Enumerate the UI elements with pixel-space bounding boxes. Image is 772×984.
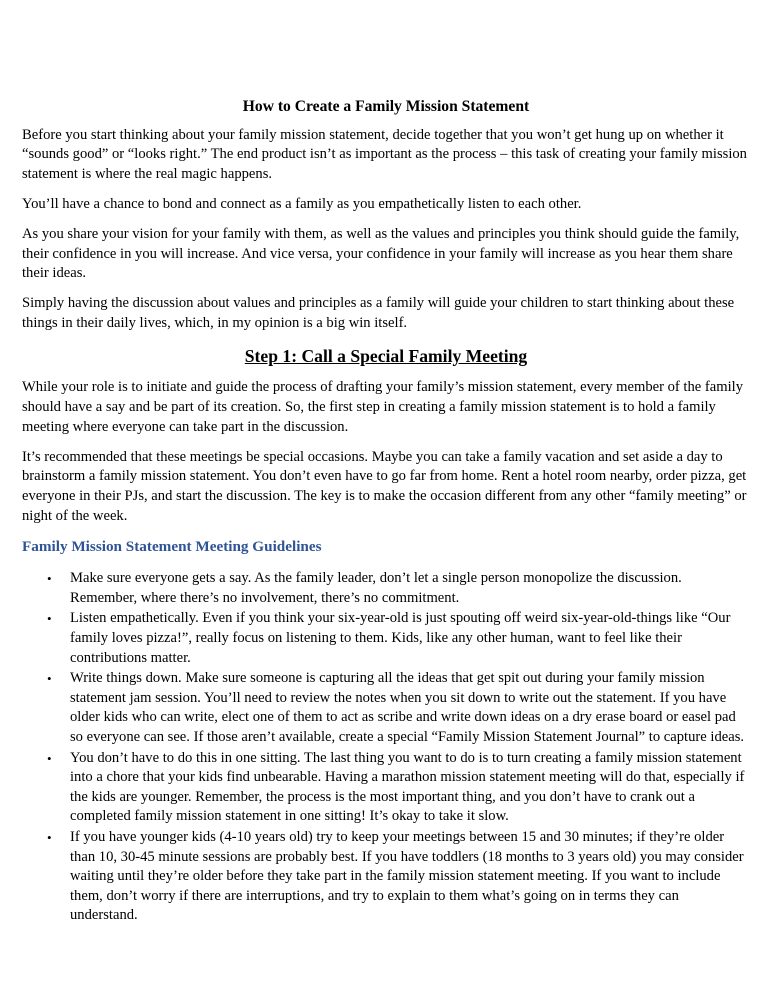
bullet-icon: •	[47, 611, 52, 627]
document-title: How to Create a Family Mission Statement	[242, 98, 530, 115]
bullet-icon: •	[47, 571, 52, 587]
list-item	[47, 749, 750, 827]
guidelines-list	[22, 569, 750, 926]
list-item	[47, 569, 750, 608]
list-item-text: Listen empathetically. Even if you think your six-year-old is just spouting off weird six-year-old-things like “Our family loves pizza!”, really focus on listening to them. Kids, like any other human, want to feel like their contributions matter.	[70, 610, 731, 666]
list-item-text: Make sure everyone gets a say. As the family leader, don’t let a single person monopolize the discussion. Remember, where there’s no involvement, there’s no commitment.	[70, 570, 682, 606]
list-item	[47, 669, 750, 747]
bullet-icon: •	[47, 829, 52, 845]
list-item	[47, 609, 750, 668]
step1-paragraph-1: While your role is to initiate and guide the process of drafting your family’s mission statement, every member of the family should have a say and be part of its creation. So, the first step in creating a family mission statement is to hold a family meeting where everyone can take part in the discussion.	[22, 379, 743, 435]
intro-paragraph-1: Before you start thinking about your family mission statement, decide together that you won’t get hung up on whether it “sounds good” or “looks right.” The end product isn’t as important as the process – this task of creating your family mission statement is where the real magic happens.	[22, 126, 747, 182]
list-item	[47, 828, 750, 926]
intro-paragraph-4: Simply having the discussion about values and principles as a family will guide your children to start thinking about these things in their daily lives, which, in my opinion is a big win itself.	[22, 295, 735, 331]
step1-paragraph-2: It’s recommended that these meetings be special occasions. Maybe you can take a family vacation and set aside a day to brainstorm a family mission statement. You don’t even have to go far from home. Rent a hotel room nearby, order pizza, get everyone in their PJs, and start the discussion. The key is to make the occasion different from any other “family meeting” or night of the week.	[22, 448, 747, 524]
step1-heading: Step 1: Call a Special Family Meeting	[244, 346, 528, 367]
list-item-text: Write things down. Make sure someone is capturing all the ideas that get spit out during your family mission statement jam session. You’ll need to review the notes when you sit down to write out the statement. If you have older kids who can write, elect one of them to act as scribe and write down ideas on a dry erase board or easel pad so everyone can see. If those aren’t available, create a special “Family Mission Statement Journal” to capture ideas.	[70, 670, 745, 745]
list-item-text: You don’t have to do this in one sitting. The last thing you want to do is to turn creating a family mission statement into a chore that your kids find unbearable. Having a marathon mission statement meeting will do that, especially if the kids are younger. Remember, the process is the most important thing, and you don’t have to crank out a completed family mission statement in one sitting! It’s okay to take it slow.	[70, 749, 745, 825]
intro-paragraph-2: You’ll have a chance to bond and connect as a family as you empathetically listen to each other.	[22, 195, 582, 212]
bullet-icon: •	[47, 750, 52, 766]
guidelines-heading: Family Mission Statement Meeting Guidelines	[22, 537, 322, 555]
bullet-icon: •	[47, 671, 52, 687]
list-item-text: If you have younger kids (4-10 years old) try to keep your meetings between 15 and 30 minutes; if they’re older than 10, 30-45 minute sessions are probably best. If you have toddlers (18 months to 3 years old) you may consider waiting until they’re older before they take part in the family mission statement meeting. If you want to include them, don’t worry if there are interruptions, and try to explain to them what’s going on in terms they can understand.	[70, 828, 744, 924]
intro-paragraph-3: As you share your vision for your family with them, as well as the values and principles you think should guide the family, their confidence in you will increase. And vice versa, your confidence in your family will increase as you hear them share their ideas.	[22, 225, 740, 282]
